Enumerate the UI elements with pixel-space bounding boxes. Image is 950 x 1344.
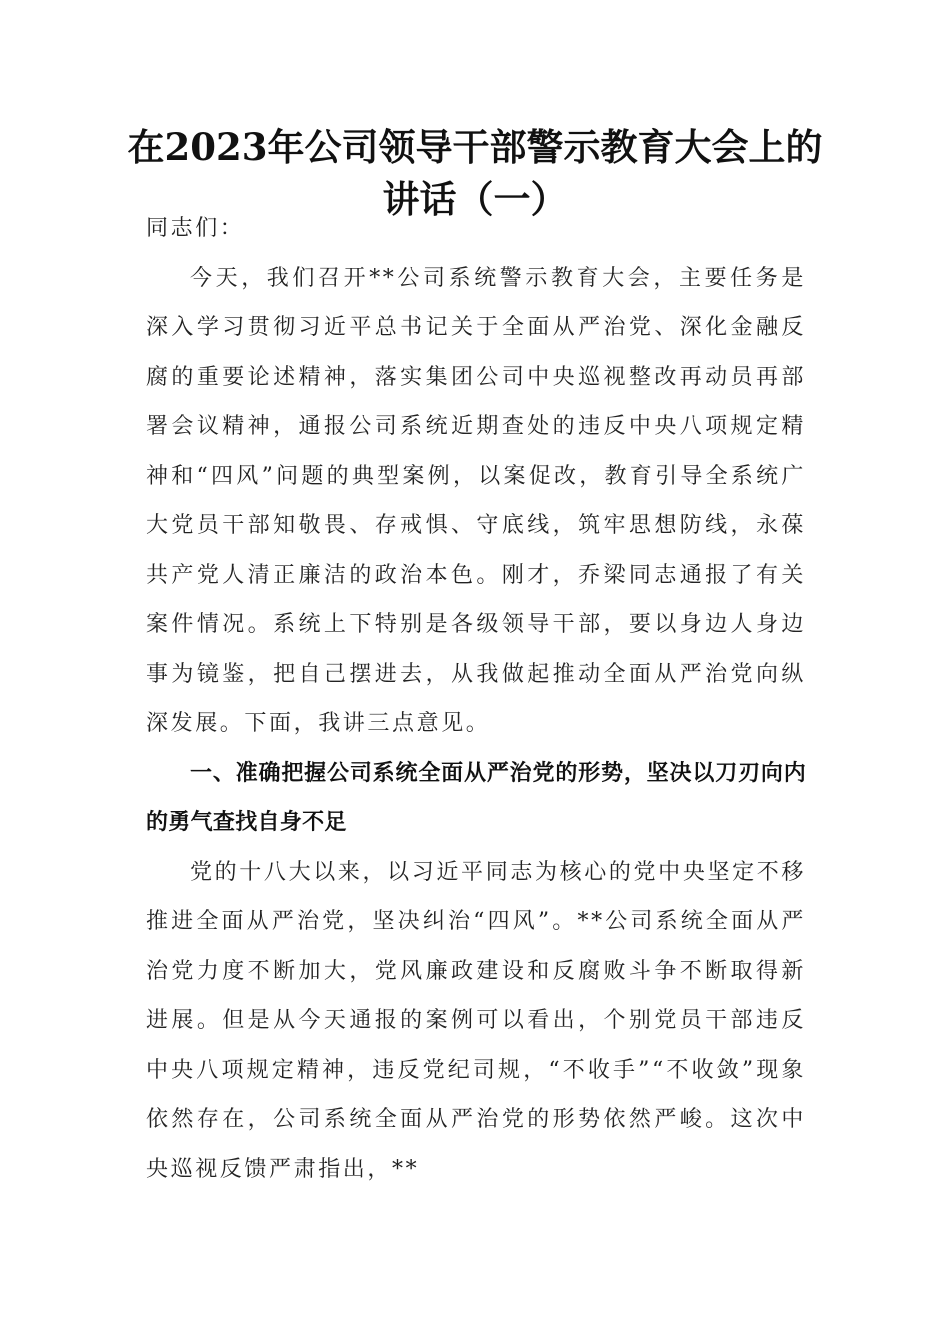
document-title-line-2: 讲话（一）: [382, 177, 568, 221]
document-title-line-1: 在2023年公司领导干部警示教育大会上的: [127, 125, 823, 169]
salutation: 同志们：: [146, 216, 245, 241]
document-body: [146, 204, 806, 1194]
paragraph-section-1: 党的十八大以来，以习近平同志为核心的党中央坚定不移推进全面从严治党，坚决纠治“四风”。**公司系统全面从严治党力度不断加大，党风廉政建设和反腐败斗争不断取得新进展。但是从今天通报的案例可以看出，个别党员干部违反中央八项规定精神，违反党纪司规，“不收手”“不收敛”现象依然存在，公司系统全面从严治党的形势依然严峻。这次中央巡视反馈严肃指出，**: [146, 859, 806, 1182]
section-heading-1: 一、准确把握公司系统全面从严治党的形势，坚决以刀刃向内的勇气查找自身不足: [146, 760, 806, 835]
paragraph-opening: 今天，我们召开**公司系统警示教育大会，主要任务是深入学习贯彻习近平总书记关于全面从严治党、深化金融反腐的重要论述精神，落实集团公司中央巡视整改再动员再部署会议精神，通报公司系统近期查处的违反中央八项规定精神和“四风”问题的典型案例，以案促改，教育引导全系统广大党员干部知敬畏、存戒惧、守底线，筑牢思想防线，永葆共产党人清正廉洁的政治本色。刚才，乔梁同志通报了有关案件情况。系统上下特别是各级领导干部，要以身边人身边事为镜鉴，把自己摆进去，从我做起推动全面从严治党向纵深发展。下面，我讲三点意见。: [146, 265, 806, 736]
